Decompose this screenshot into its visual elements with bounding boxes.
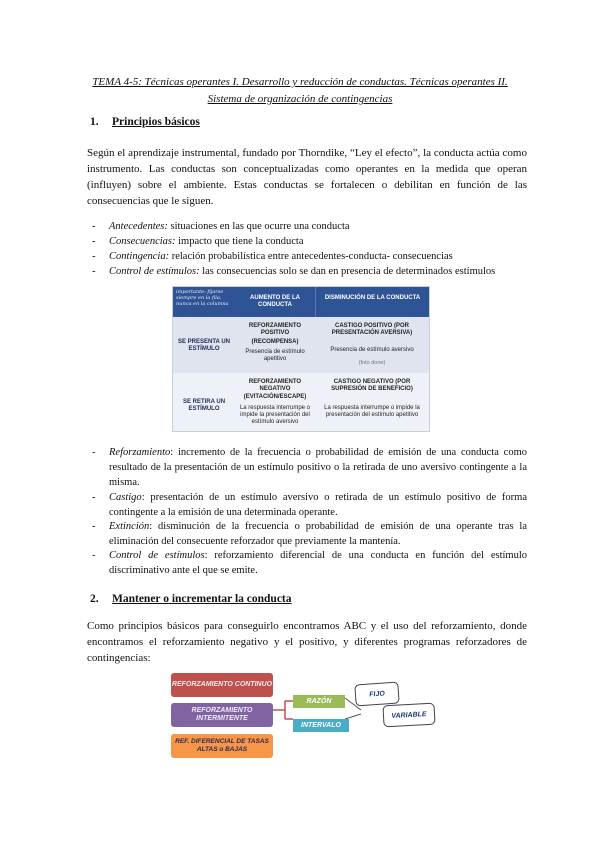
section-2-paragraph: Como principios básicos para conseguirlo encontramos ABC y el uso del reforzamiento, donde encontramos el reforzamiento negativo y el positivo, y diferentes programas reforzadores de contingencias: <box>87 620 527 664</box>
bullet-text: : incremento de la frecuencia o probabilidad de emisión de una conducta como resultado de la presentación de un estímulo positivo o la retirada de uno aversivo contingente a la misma. <box>109 447 527 488</box>
section-1-heading <box>90 116 200 128</box>
bullet-item: - Antecedentes: situaciones en las que ocurre una conducta <box>92 221 350 232</box>
section-number: 1. <box>90 116 99 128</box>
bullet-item: - Extinción: disminución de la frecuencia o probabilidad de emisión de una operante tras la eliminación del consecuente reforzador que previamente la mantenía. <box>92 521 527 547</box>
corner-note: importante: fijarse siempre en la fila, nunca en la columna <box>173 287 235 317</box>
bullet-term: Control de estímulos: <box>109 266 200 277</box>
section-2-heading <box>90 593 292 605</box>
bullet-term: Extinción <box>109 521 150 532</box>
bullet-term: Castigo <box>109 492 142 503</box>
bullet-term: Reforzamiento <box>109 447 171 458</box>
fixed-box: FIJO <box>354 681 399 706</box>
positive-reinforcement-note: Presencia de estímulo apetitivo <box>245 349 305 362</box>
bullet-item: - Castigo: presentación de un estímulo aversivo o retirada de un estímulo positivo de forma contingente a la emisión de una determinada operante. <box>92 492 527 518</box>
handwritten-stamp: (foto done) <box>317 360 427 367</box>
interval-box: INTERVALO <box>293 719 349 732</box>
contingency-table <box>172 286 430 432</box>
bullet-text: : disminución de la frecuencia o probabilidad de emisión de una operante tras la eliminación del consecuente reforzador que previamente la mantenía. <box>109 521 527 547</box>
bullet-item: - Control de estímulos: las consecuencias solo se dan en presencia de determinados estímulos <box>92 266 496 277</box>
bullet-text: : presentación de un estímulo aversivo o retirada de un estímulo positivo de forma contingente a la emisión de una determinada operante. <box>109 492 527 518</box>
column-header-decrease: DISMINUCIÓN DE LA CONDUCTA <box>315 287 429 317</box>
document-title <box>60 74 540 108</box>
differential-rates-box: REF. DIFERENCIAL DE TASAS ALTAS o BAJAS <box>171 734 273 758</box>
bullet-text: : reforzamiento diferencial de una conducta en función del estímulo discriminativo ante el que se emite. <box>109 550 527 576</box>
ratio-box: RAZÓN <box>293 695 345 708</box>
title-line-2: Sistema de organización de contingencias <box>207 93 393 105</box>
negative-reinforcement-title: REFORZAMIENTO NEGATIVO <box>248 379 302 392</box>
bullet-item: - Consecuencias: impacto que tiene la conducta <box>92 236 304 247</box>
bullet-text: situaciones en las que ocurre una conducta <box>167 221 350 232</box>
positive-reinforcement-sub: (RECOMPENSA) <box>251 339 299 345</box>
negative-reinforcement-note: La respuesta interrumpe o impide la presentación del estímulo aversivo <box>239 405 311 425</box>
section-title: Principios básicos <box>112 116 200 128</box>
bullet-item: - Control de estímulos: reforzamiento diferencial de una conducta en función del estímulo discriminativo ante el que se emite. <box>92 550 527 576</box>
continuous-reinforcement-box: REFORZAMIENTO CONTINUO <box>171 673 273 697</box>
column-header-increase: AUMENTO DE LA CONDUCTA <box>235 287 315 317</box>
positive-punishment-title: CASTIGO POSITIVO (POR PRESENTACIÓN AVERSIVA) <box>331 323 413 336</box>
bullet-item: - Contingencia: relación probabilística entre antecedentes-conducta- consecuencias <box>92 251 453 262</box>
section-number: 2. <box>90 593 99 605</box>
negative-punishment-title: CASTIGO NEGATIVO (POR SUPRESIÓN DE BENEFICIO) <box>331 379 413 392</box>
bullet-term: Control de estímulos <box>109 550 205 561</box>
negative-punishment-note: La respuesta interrumpe o impide la presentación del estímulo apetitivo <box>324 405 420 418</box>
row-label-present: SE PRESENTA UN ESTÍMULO <box>177 339 230 352</box>
bullet-term: Antecedentes: <box>109 221 168 232</box>
bullet-text: relación probabilística entre antecedentes-conducta- consecuencias <box>169 251 453 262</box>
row-label-remove: SE RETIRA UN ESTÍMULO <box>182 399 226 412</box>
bullet-text: impacto que tiene la conducta <box>175 236 304 247</box>
bullet-item: - Reforzamiento: incremento de la frecuencia o probabilidad de emisión de una conducta como resultado de la presentación de un estímulo positivo o la retirada de uno aversivo contingente a la misma. <box>92 447 527 488</box>
bullet-term: Consecuencias: <box>109 236 176 247</box>
title-line-1: TEMA 4-5: Técnicas operantes I. Desarrollo y reducción de conductas. Técnicas operantes II. <box>92 76 508 88</box>
negative-reinforcement-sub: (EVITACIÓN/ESCAPE) <box>243 394 307 400</box>
intermittent-reinforcement-box: REFORZAMIENTO INTERMITENTE <box>171 703 273 727</box>
bullet-text: las consecuencias solo se dan en presencia de determinados estímulos <box>199 266 496 277</box>
reinforcement-programs-diagram <box>165 668 439 760</box>
positive-reinforcement-title: REFORZAMIENTO POSITIVO <box>248 323 302 336</box>
section-title: Mantener o incrementar la conducta <box>112 593 292 605</box>
variable-box: VARIABLE <box>382 703 435 728</box>
bullet-term: Contingencia: <box>109 251 170 262</box>
positive-punishment-note: Presencia de estímulo aversivo <box>330 347 414 353</box>
section-1-paragraph: Según el aprendizaje instrumental, fundado por Thorndike, “Ley el efecto”, la conducta actúa como instrumento. Las conductas son conceptualizadas como operantes en la medida que operan (influyen) sobre el ambiente. Estas conductas se fortalecen o debilitan en función de las consecuencias que le siguen. <box>87 147 527 207</box>
